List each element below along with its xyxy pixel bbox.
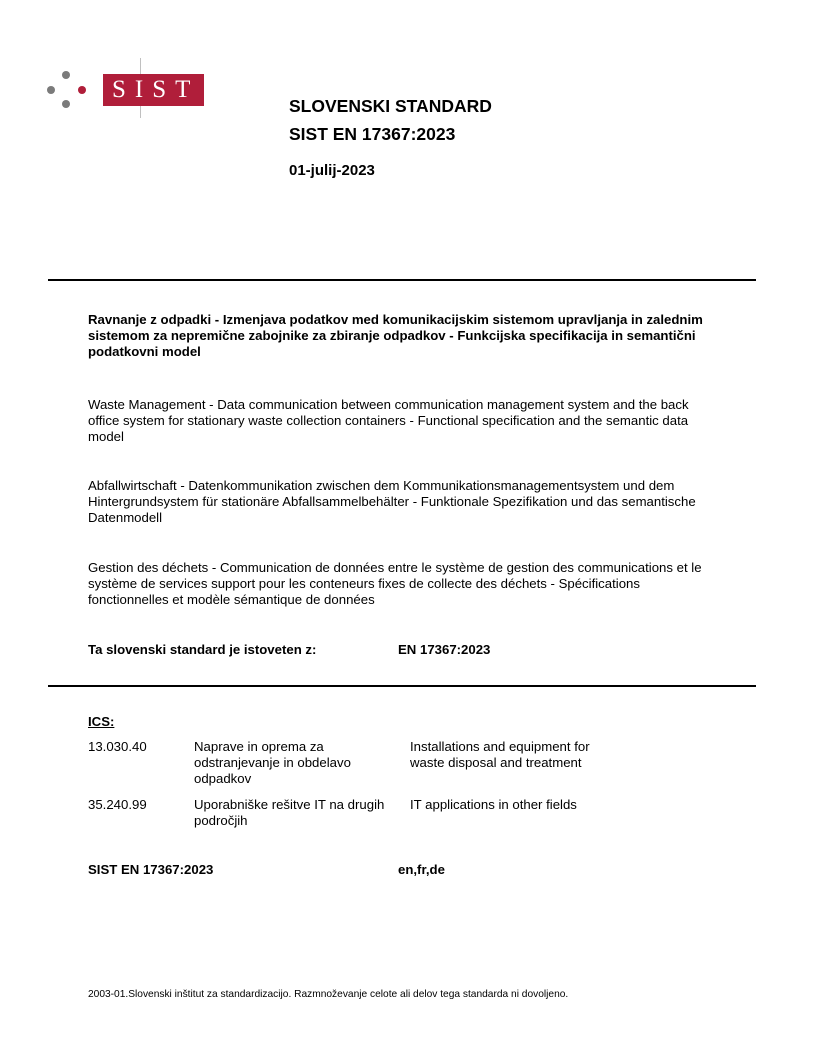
ics-description-en: Installations and equipment for waste disposal and treatment [410, 739, 590, 770]
logo-wordmark: SIST [103, 74, 204, 106]
ics-label: ICS: [88, 714, 115, 729]
summary-code: SIST EN 17367:2023 [88, 862, 214, 877]
copyright-footer: 2003-01.Slovenski inštitut za standardizacijo. Razmnoževanje celote ali delov tega standarda ni dovoljeno. [88, 989, 569, 1000]
title-english: Waste Management - Data communication between communication management system and the back office system for stationary waste collection containers - Functional specification and the semantic data model [88, 397, 689, 444]
ics-description-sl: Uporabniške rešitve IT na drugih področjih [194, 797, 385, 828]
standard-code: SIST EN 17367:2023 [289, 124, 456, 144]
standard-label: SLOVENSKI STANDARD [289, 96, 492, 116]
logo-dot [47, 86, 55, 94]
divider-top [48, 279, 756, 281]
logo-dot [62, 71, 70, 79]
divider-bottom [48, 685, 756, 687]
identical-value: EN 17367:2023 [398, 642, 491, 657]
title-german: Abfallwirtschaft - Datenkommunikation zwischen dem Kommunikationsmanagementsystem und dem Hintergrundsystem für stationäre Abfallsammelbehälter - Funktionale Spezifikation und das semantische Datenmodell [88, 478, 696, 525]
ics-code: 35.240.99 [88, 797, 147, 812]
identical-label: Ta slovenski standard je istoveten z: [88, 642, 317, 657]
ics-description-en: IT applications in other fields [410, 797, 577, 812]
ics-description-sl: Naprave in oprema za odstranjevanje in obdelavo odpadkov [194, 739, 351, 786]
title-french: Gestion des déchets - Communication de données entre le système de gestion des communications et le système de services support pour les conteneurs fixes de collecte des déchets - Spécifications fonctionnelles et modèle sémantique de données [88, 560, 702, 607]
title-slovenian: Ravnanje z odpadki - Izmenjava podatkov med komunikacijskim sistemom upravljanja in zalednim sistemom za nepremične zabojnike za zbiranje odpadkov - Funkcijska specifikacija in semantični podatkovni model [88, 312, 703, 359]
logo-dot [62, 100, 70, 108]
publication-date: 01-julij-2023 [289, 162, 375, 179]
summary-languages: en,fr,de [398, 862, 445, 877]
ics-code: 13.030.40 [88, 739, 147, 754]
logo-dot-red [78, 86, 86, 94]
